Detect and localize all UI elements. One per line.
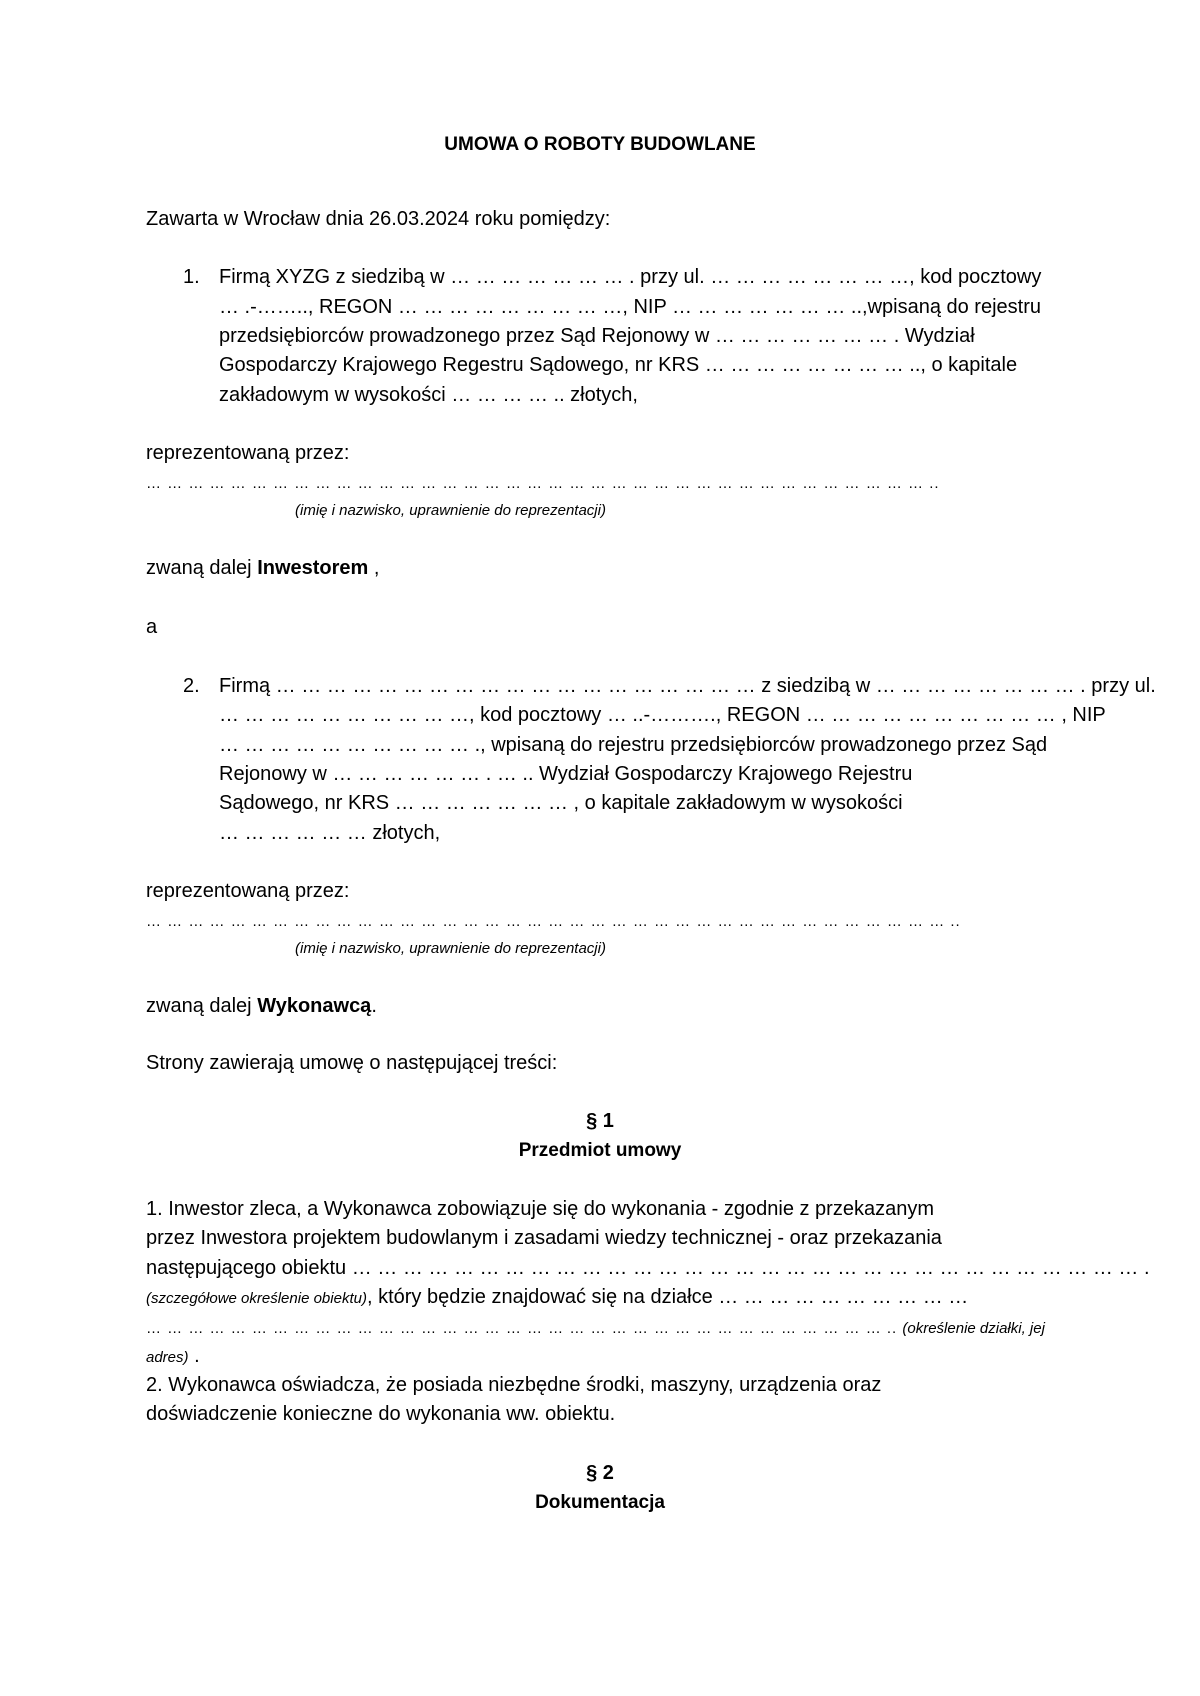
representative-dots: … … … … … … … … … … … … … … … … … … … … … … … … … … … … … … … … … … … … … … .. <box>146 913 961 930</box>
party1-number: 1. <box>183 266 200 288</box>
called-contractor: zwaną dalej Wykonawcą. <box>146 995 377 1017</box>
party2-line: … … … … … … złotych, <box>219 822 441 844</box>
representative-note: (imię i nazwisko, uprawnienie do reprezentacji) <box>295 502 606 519</box>
represented-by-label: reprezentowaną przez: <box>146 880 350 902</box>
paragraph-line: … … … … … … … … … … … … … … … … … … … … … … … … … … … … … … … … … … … .. (określenie działki, jej <box>146 1320 1045 1337</box>
party1-line: Gospodarczy Krajowego Regestru Sądowego, nr KRS … … … … … … … … .., o kapitale <box>219 354 1018 376</box>
called-investor: zwaną dalej Inwestorem , <box>146 557 380 579</box>
party1-line: przedsiębiorców prowadzonego przez Sąd Rejonowy w … … … … … … … . Wydział <box>219 325 975 347</box>
party1-line: zakładowym w wysokości … … … … .. złotych, <box>219 384 638 406</box>
paragraph-line: następującego obiektu … … … … … … … … … … … … … … … … … … … … … … … … … … … … … … … . <box>146 1257 1150 1279</box>
party2-number: 2. <box>183 675 200 697</box>
conjunction: a <box>146 616 158 638</box>
party2-line: … … … … … … … … … …, kod pocztowy … ..-………., REGON … … … … … … … … … … , NIP <box>219 704 1106 726</box>
contractor-term: Wykonawcą <box>257 995 372 1017</box>
section-symbol: § 2 <box>586 1462 614 1484</box>
paragraph-line: 1. Inwestor zleca, a Wykonawca zobowiązuje się do wykonania - zgodnie z przekazanym <box>146 1198 934 1220</box>
party2-line: Sądowego, nr KRS … … … … … … … , o kapitale zakładowym w wysokości <box>219 792 903 814</box>
document-title: UMOWA O ROBOTY BUDOWLANE <box>444 134 756 155</box>
section-symbol: § 1 <box>586 1110 614 1132</box>
section-heading: Przedmiot umowy <box>518 1140 682 1161</box>
representative-note: (imię i nazwisko, uprawnienie do reprezentacji) <box>295 940 606 957</box>
section-heading: Dokumentacja <box>535 1492 665 1513</box>
intro-text: Zawarta w Wrocław dnia 26.03.2024 roku pomiędzy: <box>146 208 611 230</box>
paragraph-line: przez Inwestora projektem budowlanym i zasadami wiedzy technicznej - oraz przekazania <box>146 1227 942 1249</box>
party2-line: … … … … … … … … … … ., wpisaną do rejestru przedsiębiorców prowadzonego przez Sąd <box>219 734 1048 756</box>
paragraph-line: (szczegółowe określenie obiektu), który będzie znajdować się na działce … … … … … … … … … … <box>146 1286 969 1308</box>
represented-by-label: reprezentowaną przez: <box>146 442 350 464</box>
agreement-text: Strony zawierają umowę o następującej treści: <box>146 1052 558 1074</box>
paragraph-line: adres) . <box>146 1345 200 1367</box>
representative-dots: … … … … … … … … … … … … … … … … … … … … … … … … … … … … … … … … … … … … … .. <box>146 475 940 492</box>
party2-line: Firmą … … … … … … … … … … … … … … … … … … … z siedzibą w … … … … … … … … . przy ul. <box>219 675 1156 697</box>
party1-line: … .-…….., REGON … … … … … … … … …, NIP … … … … … … … ..,wpisaną do rejestru <box>219 296 1041 318</box>
investor-term: Inwestorem <box>257 557 369 579</box>
paragraph-line: doświadczenie konieczne do wykonania ww. obiektu. <box>146 1403 616 1425</box>
party2-line: Rejonowy w … … … … … … . … .. Wydział Gospodarczy Krajowego Rejestru <box>219 763 913 785</box>
party1-line: Firmą XYZG z siedzibą w … … … … … … … . przy ul. … … … … … … … …, kod pocztowy <box>219 266 1042 288</box>
paragraph-line: 2. Wykonawca oświadcza, że posiada niezbędne środki, maszyny, urządzenia oraz <box>146 1374 882 1396</box>
